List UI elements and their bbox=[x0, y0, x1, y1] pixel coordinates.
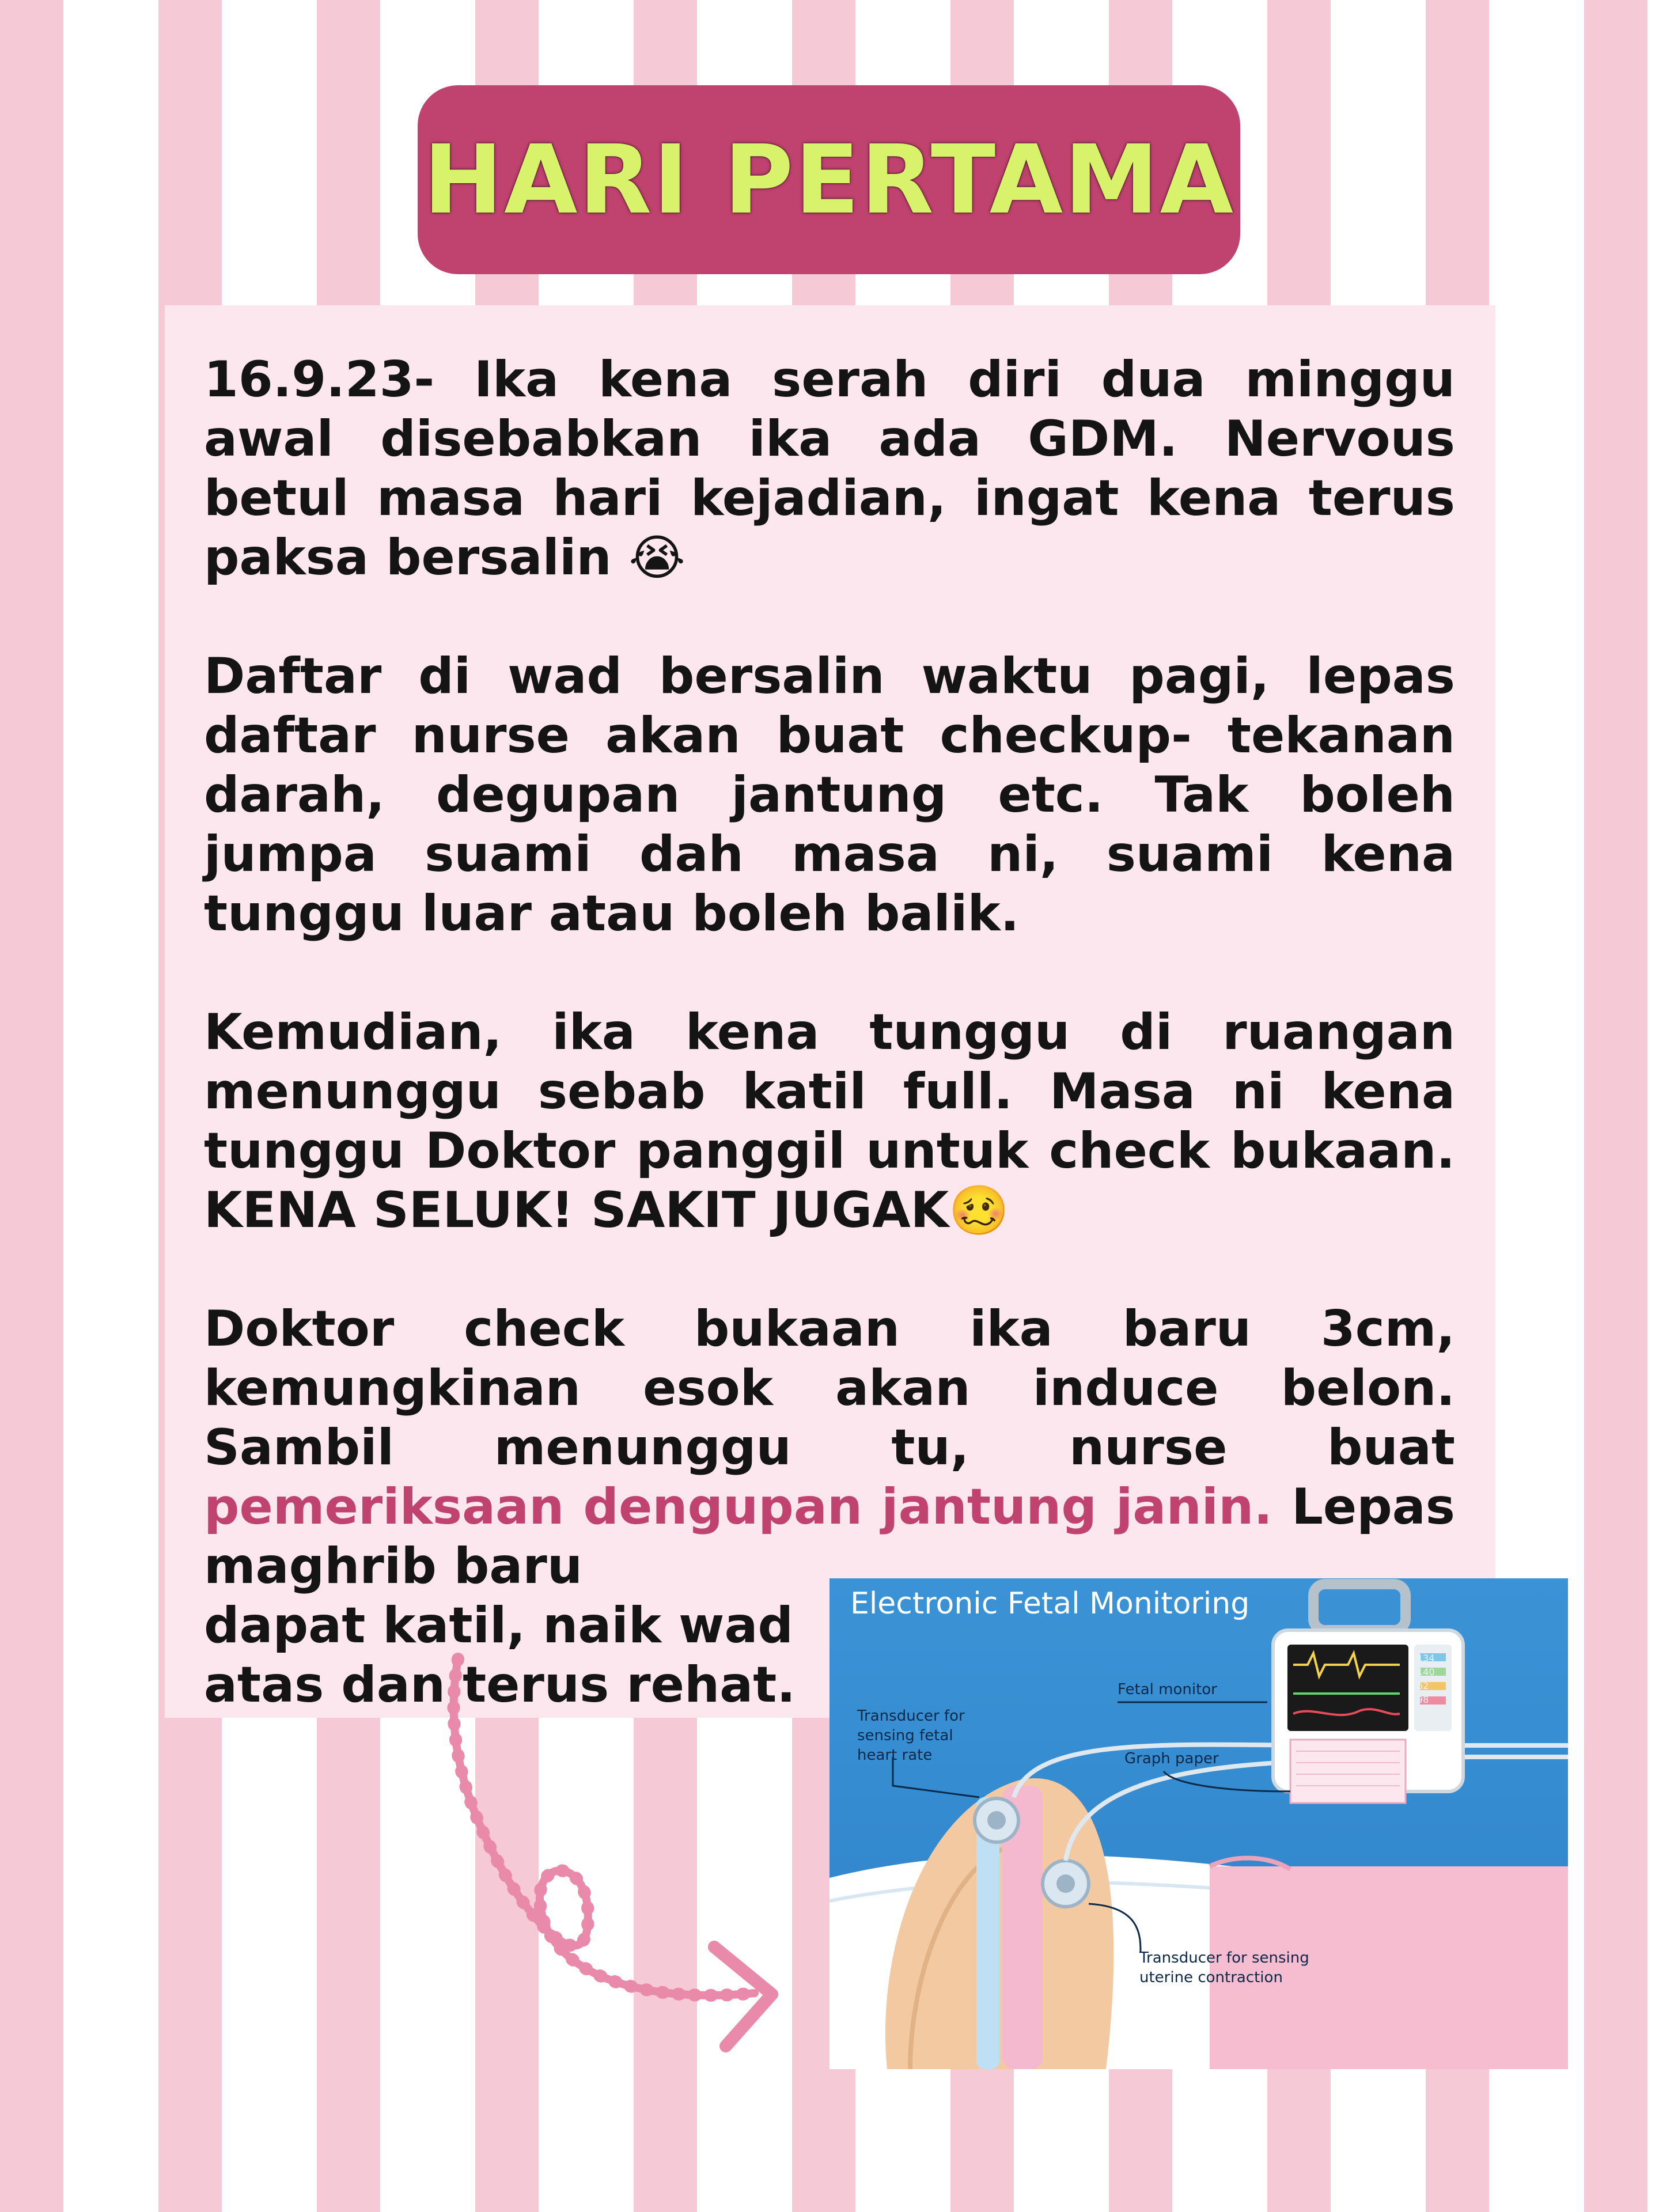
woozy-emoji-icon: 🥴 bbox=[949, 1182, 1009, 1238]
fetal-monitoring-illustration bbox=[830, 1578, 1568, 2069]
paragraph-2 bbox=[204, 647, 1455, 944]
paragraph-3-text: Kemudian, ika kena tunggu di ruangan menunggu sebab katil full. Masa ni kena tunggu Doktor panggil untuk check bukaan. KENA SELUK! SAKIT JUGAK bbox=[204, 1003, 1455, 1239]
page-title: HARI PERTAMA bbox=[423, 124, 1235, 235]
label-graph-paper: Graph paper bbox=[1124, 1750, 1219, 1767]
fetal-monitor-scene-icon bbox=[830, 1578, 1568, 2069]
loop-arrow-icon bbox=[403, 1636, 806, 2074]
title-banner bbox=[418, 85, 1240, 274]
monitor-value-2: 140 bbox=[1417, 1666, 1435, 1677]
monitor-value-3: 62 bbox=[1417, 1680, 1429, 1691]
paragraph-2-text: Daftar di wad bersalin waktu pagi, lepas daftar nurse akan buat checkup- tekanan darah, degupan jantung etc. Tak boleh jumpa suami dah masa ni, suami kena tunggu luar atau boleh balik. bbox=[204, 647, 1455, 942]
story-text bbox=[204, 350, 1455, 1715]
paragraph-4-line-b: atas dan terus rehat. bbox=[204, 1656, 796, 1714]
crying-emoji-icon: 😭 bbox=[628, 529, 685, 586]
paragraph-3 bbox=[204, 1003, 1455, 1240]
paragraph-1 bbox=[204, 350, 1455, 588]
highlighted-text: pemeriksaan dengupan jantung janin. bbox=[204, 1478, 1273, 1536]
label-fetal-monitor: Fetal monitor bbox=[1118, 1681, 1217, 1698]
paragraph-4-text: Doktor check bukaan ika baru 3cm, kemungkinan esok akan induce belon. Sambil menunggu tu, nurse buat bbox=[204, 1300, 1455, 1476]
monitor-value-4: 98 bbox=[1417, 1694, 1429, 1705]
label-transducer-heart: Transducer for sensing fetal heart rate bbox=[857, 1707, 965, 1764]
paragraph-1-text: 16.9.23- Ika kena serah diri dua minggu awal disebabkan ika ada GDM. Nervous betul masa hari kejadian, ingat kena terus paksa bersalin bbox=[204, 351, 1455, 586]
label-transducer-uterine: Transducer for sensing uterine contraction bbox=[1139, 1949, 1309, 1986]
monitor-value-1: 134 bbox=[1417, 1653, 1435, 1664]
paragraph-4-continuation: Lepas maghrib baru bbox=[204, 1478, 1455, 1595]
paragraph-4-line-a: dapat katil, naik wad bbox=[204, 1597, 794, 1654]
illustration-title: Electronic Fetal Monitoring bbox=[850, 1586, 1250, 1621]
